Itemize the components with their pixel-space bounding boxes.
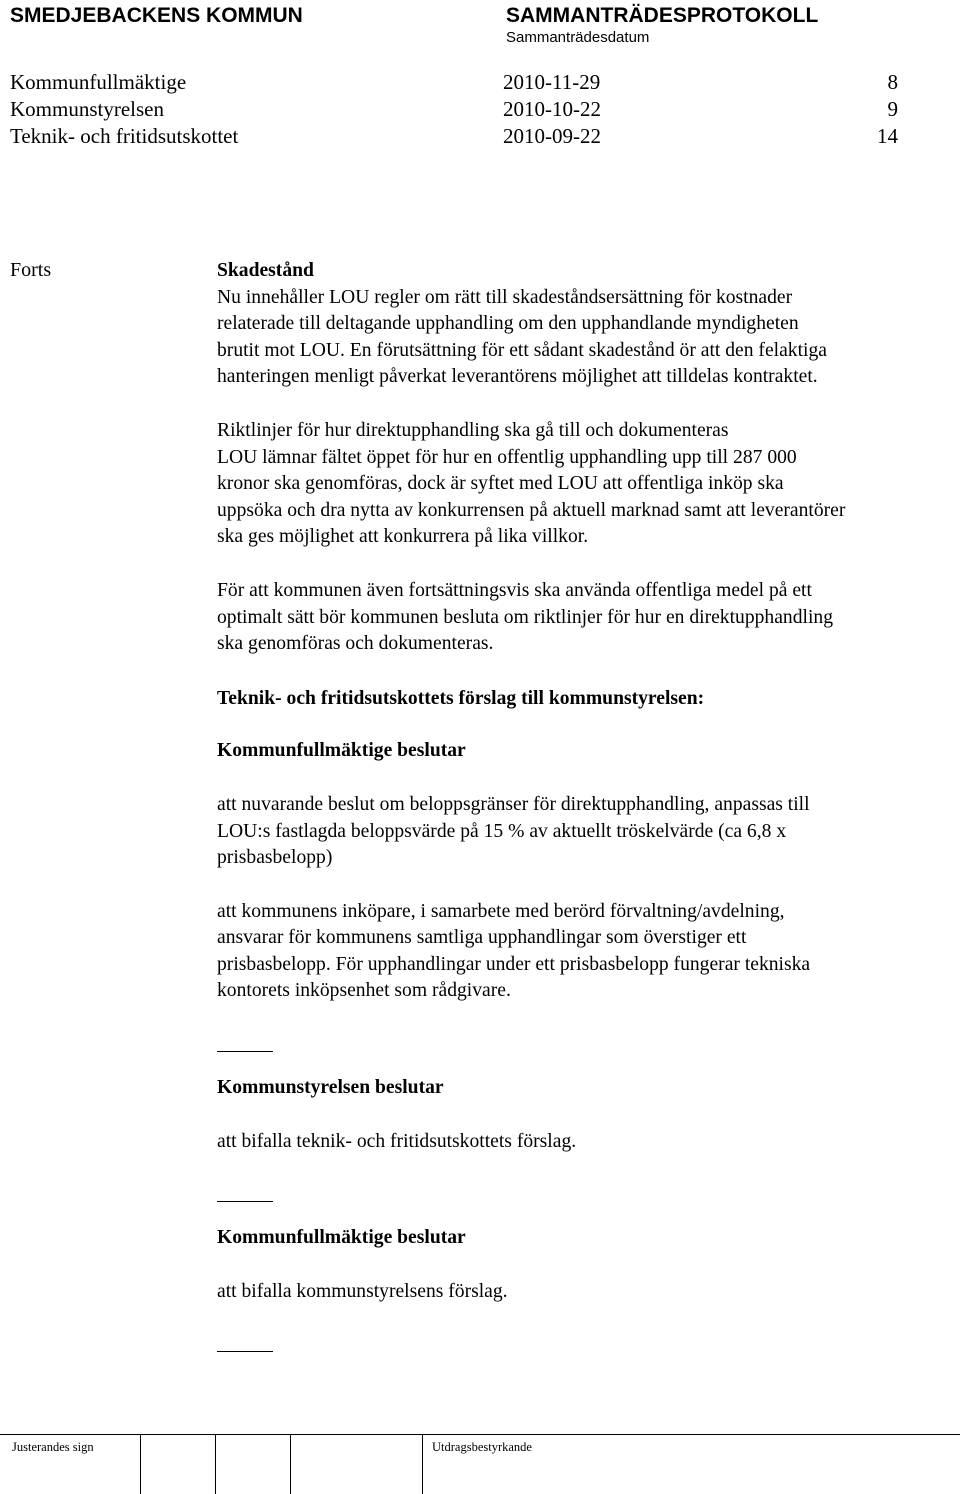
text-line: att bifalla teknik- och fritidsutskottets förslag. — [217, 1130, 577, 1152]
paragraph-number: 9 — [887, 97, 898, 121]
text-line: För att kommunen även fortsättningsvis ska använda offentliga medel på ett — [217, 579, 812, 601]
signature-label: Justerandes sign — [12, 1440, 94, 1454]
decision-heading: Kommunfullmäktige beslutar — [217, 1227, 466, 1249]
section-heading: Skadestånd — [217, 260, 314, 281]
meeting-body: Kommunstyrelsen — [10, 97, 164, 121]
meeting-date: 2010-09-22 — [503, 124, 601, 148]
document-type: SAMMANTRÄDESPROTOKOLL — [506, 4, 819, 27]
decision-heading: Kommunfullmäktige beslutar — [217, 740, 466, 762]
text-line: brutit mot LOU. En förutsättning för ett sådant skadestånd ör att den felaktiga — [217, 339, 827, 361]
meeting-date: 2010-10-22 — [503, 97, 601, 121]
section-divider — [217, 1351, 273, 1352]
text-line: prisbasbelopp. För upphandlingar under ett prisbasbelopp fungerar tekniska — [217, 953, 811, 975]
meeting-body: Teknik- och fritidsutskottet — [10, 124, 239, 148]
paragraph-number: 14 — [877, 124, 898, 148]
extract-label: Utdragsbestyrkande — [432, 1440, 532, 1454]
text-line: ska ges möjlighet att konkurrera på lika villkor. — [217, 526, 589, 548]
proposal-heading: Teknik- och fritidsutskottets förslag till kommunstyrelsen: — [217, 687, 705, 709]
signature-footer — [0, 1434, 960, 1494]
continuation-label: Forts — [10, 259, 52, 281]
decision-heading: Kommunstyrelsen beslutar — [217, 1077, 444, 1099]
text-line: ska genomföras och dokumenteras. — [217, 633, 494, 655]
text-line: kontorets inköpsenhet som rådgivare. — [217, 980, 511, 1002]
meeting-date: 2010-11-29 — [503, 70, 601, 94]
text-line: att kommunens inköpare, i samarbete med berörd förvaltning/avdelning, — [217, 900, 785, 922]
text-line: uppsöka och dra nytta av konkurrensen på aktuell marknad samt att leverantörer — [217, 499, 846, 521]
footer-rule — [0, 1434, 960, 1435]
document-body — [217, 258, 960, 1352]
text-line: ansvarar för kommunens samtliga upphandlingar som överstiger ett — [217, 927, 747, 949]
text-line: LOU:s fastlagda beloppsvärde på 15 % av aktuellt tröskelvärde (ca 6,8 x — [217, 820, 787, 842]
text-line: prisbasbelopp) — [217, 847, 333, 869]
section-divider — [217, 1051, 273, 1052]
text-line: LOU lämnar fältet öppet för hur en offentlig upphandling upp till 287 000 — [217, 446, 797, 468]
text-line: hanteringen menligt påverkat leverantörens möjlighet att tilldelas kontraktet. — [217, 366, 818, 388]
text-line: kronor ska genomföras, dock är syftet med LOU att offentliga inköp ska — [217, 473, 784, 495]
footer-divider — [140, 1434, 141, 1494]
footer-divider — [422, 1434, 423, 1494]
text-line: relaterade till deltagande upphandling om den upphandlande myndigheten — [217, 313, 799, 335]
organization-name: SMEDJEBACKENS KOMMUN — [10, 4, 303, 27]
paragraph-number: 8 — [887, 70, 898, 94]
section-divider — [217, 1201, 273, 1202]
text-line: optimalt sätt bör kommunen besluta om riktlinjer för hur en direktupphandling — [217, 606, 833, 628]
footer-divider — [290, 1434, 291, 1494]
footer-divider — [215, 1434, 216, 1494]
text-line: Riktlinjer för hur direktupphandling ska gå till och dokumenteras — [217, 419, 729, 441]
text-line: att bifalla kommunstyrelsens förslag. — [217, 1280, 508, 1302]
text-line: att nuvarande beslut om beloppsgränser för direktupphandling, anpassas till — [217, 793, 810, 815]
meeting-date-label: Sammanträdesdatum — [506, 29, 650, 46]
text-line: Nu innehåller LOU regler om rätt till skadeståndsersättning för kostnader — [217, 286, 793, 308]
meeting-body: Kommunfullmäktige — [10, 70, 187, 94]
